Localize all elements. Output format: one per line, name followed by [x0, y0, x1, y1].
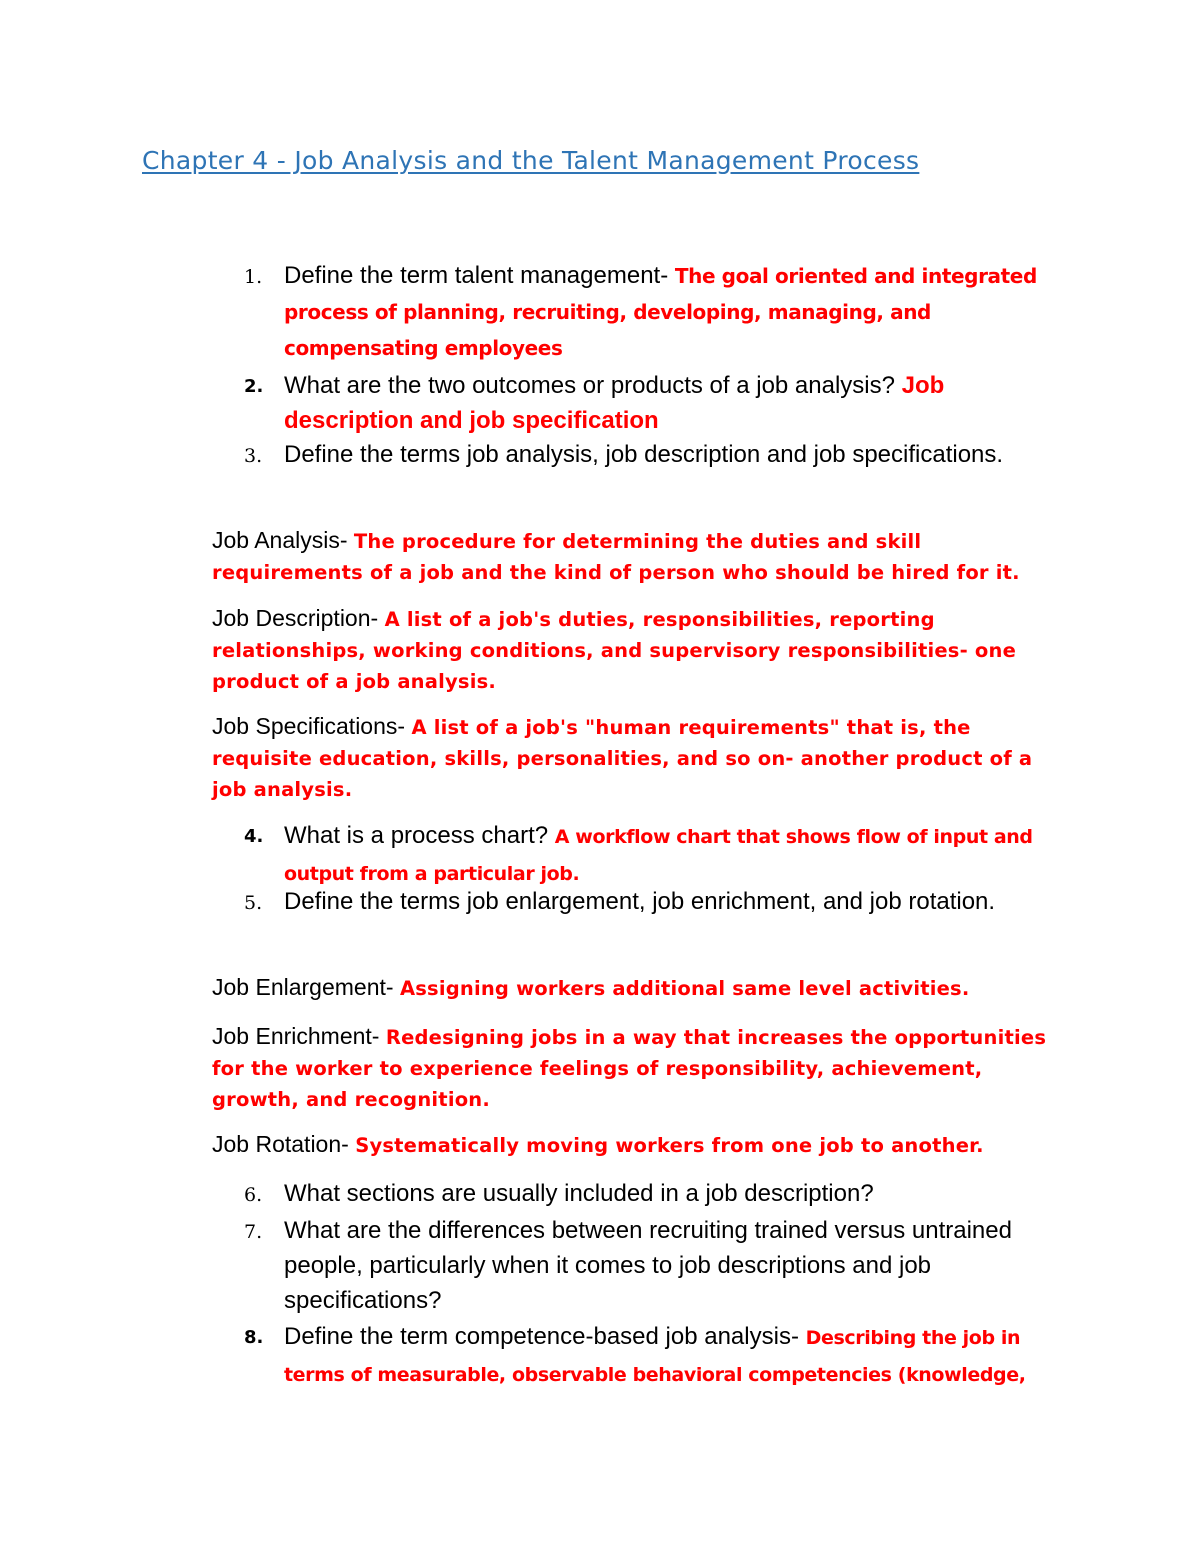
definition-term: Job Specifications-: [212, 713, 412, 739]
question-number: 4.: [244, 826, 264, 847]
definition-job-analysis: [212, 525, 1052, 588]
question-text: Define the term talent management-: [284, 262, 675, 289]
question-8: [244, 1319, 1074, 1393]
question-number: 8.: [244, 1327, 264, 1348]
question-number: 5.: [244, 892, 263, 914]
answer-text: Describing the job in terms of measurable, observable behavioral competencies (knowledge,: [284, 1327, 1026, 1386]
question-text: Define the terms job enlargement, job enrichment, and job rotation.: [284, 888, 996, 915]
definition-text: A list of a job's "human requirements" that is, the requisite education, skills, personalities, and so on- another product of a job analysis.: [212, 716, 1033, 801]
question-1: [244, 258, 1074, 366]
definition-term: Job Analysis-: [212, 527, 354, 553]
definition-term: Job Rotation-: [212, 1131, 356, 1157]
question-text: What sections are usually included in a job description?: [284, 1180, 874, 1207]
question-number: 3.: [244, 445, 263, 467]
question-text: Define the term competence-based job analysis-: [284, 1323, 806, 1350]
definition-term: Job Description-: [212, 605, 385, 631]
question-7: [244, 1213, 1074, 1318]
definition-term: Job Enlargement-: [212, 974, 400, 1000]
answer-text: The goal oriented and integrated process of planning, recruiting, developing, managing, and compensating employees: [284, 264, 1037, 360]
chapter-title: Chapter 4 - Job Analysis and the Talent Management Process: [142, 146, 920, 175]
definition-term: Job Enrichment-: [212, 1023, 386, 1049]
question-number: 7.: [244, 1221, 263, 1243]
question-text: What is a process chart?: [284, 822, 555, 849]
question-4: [244, 818, 1074, 892]
question-text: Define the terms job analysis, job description and job specifications.: [284, 441, 1004, 468]
definition-job-enlargement: [212, 972, 1052, 1004]
definition-job-enrichment: [212, 1021, 1052, 1115]
definition-text: Redesigning jobs in a way that increases the opportunities for the worker to experience feelings of responsibility, achievement, growth, and recognition.: [212, 1026, 1047, 1111]
definition-job-rotation: [212, 1129, 1052, 1161]
answer-text: A workflow chart that shows flow of input and output from a particular job.: [284, 826, 1033, 885]
question-number: 2.: [244, 376, 264, 397]
question-5: [244, 884, 1074, 919]
question-number: 6.: [244, 1184, 263, 1206]
question-number: 1.: [244, 266, 263, 288]
question-6: [244, 1176, 1074, 1211]
question-text: What are the two outcomes or products of a job analysis?: [284, 372, 902, 399]
definition-job-specifications: [212, 711, 1052, 805]
definition-text: A list of a job's duties, responsibilities, reporting relationships, working conditions, and supervisory responsibilities- one product of a job analysis.: [212, 608, 1016, 693]
definition-job-description: [212, 603, 1052, 697]
question-text: What are the differences between recruiting trained versus untrained people, particularly when it comes to job descriptions and job specifications?: [284, 1217, 1012, 1314]
question-2: [244, 368, 1074, 438]
question-3: [244, 437, 1074, 472]
definition-text: Assigning workers additional same level activities.: [399, 977, 970, 1000]
answer-text: Job description and job specification: [284, 372, 945, 434]
definition-text: The procedure for determining the duties and skill requirements of a job and the kind of person who should be hired for it.: [212, 530, 1020, 584]
definition-text: Systematically moving workers from one job to another.: [355, 1134, 984, 1157]
